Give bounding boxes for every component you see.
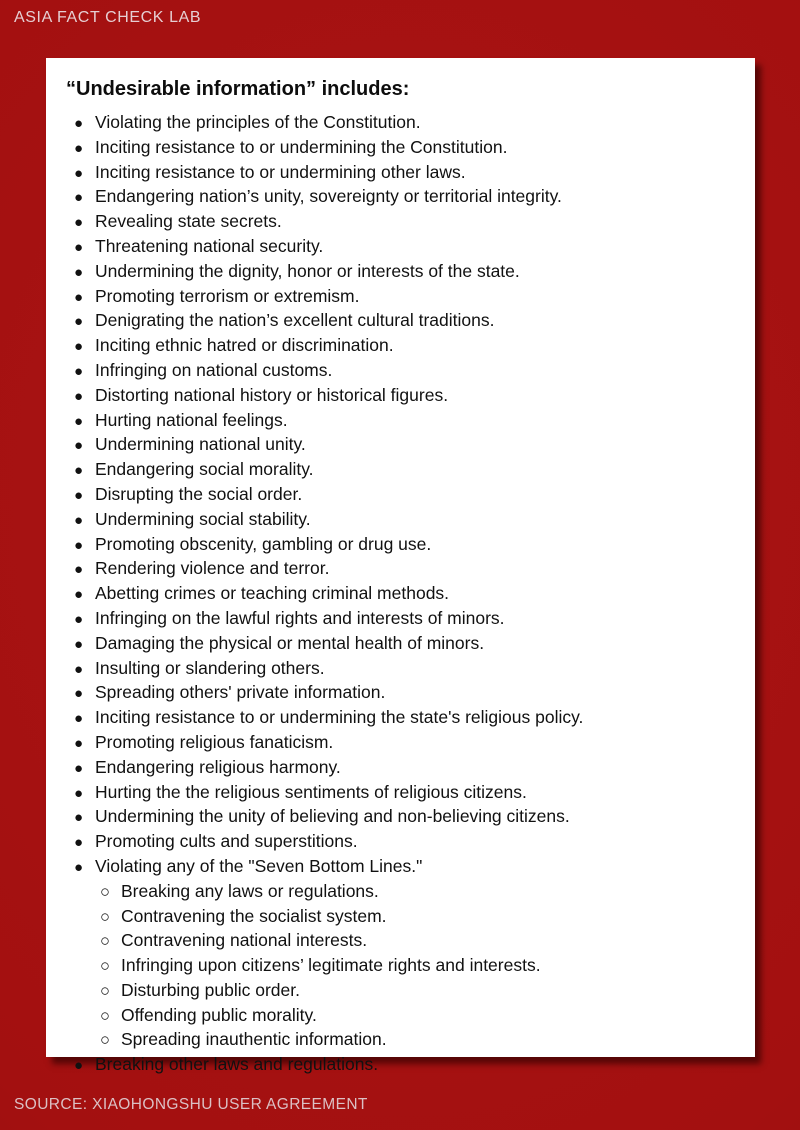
card [46,58,755,1075]
sub-list-item [100,929,737,954]
sub-list-item-text: Infringing upon citizens’ legitimate rights and interests. [121,955,541,976]
filled-bullet-icon: ● [74,660,84,678]
filled-bullet-icon: ● [74,387,84,405]
sub-list-item [100,1004,737,1029]
sub-list-item-text: Breaking any laws or regulations. [121,880,379,901]
list-item [74,161,737,186]
sub-list-item-text: Contravening the socialist system. [121,905,387,926]
sub-list-item [100,954,737,979]
filled-bullet-icon: ● [74,561,84,579]
sub-list-item [100,880,737,905]
list-item [74,781,737,806]
sub-list-item-text: Disturbing public order. [121,979,300,1000]
list-item [74,632,737,657]
open-bullet-icon: ○ [100,981,110,1000]
open-bullet-icon: ○ [100,932,110,951]
list-item-text: Damaging the physical or mental health of minors. [95,632,485,653]
list-item-text: Denigrating the nation’s excellent cultural traditions. [95,310,495,331]
sub-list-item-text: Contravening national interests. [121,930,368,951]
list-item-text: Inciting resistance to or undermining other laws. [95,161,466,182]
list-item [74,334,737,359]
list-item [74,285,737,310]
list-item-text: Distorting national history or historical figures. [95,384,449,405]
list-item-text: Undermining national unity. [95,434,306,455]
source-caption: SOURCE: XIAOHONGSHU USER AGREEMENT [14,1096,368,1113]
list-item [74,260,737,285]
list-item [74,657,737,682]
sub-list-item-text: Spreading inauthentic information. [121,1029,387,1050]
list-item [74,235,737,260]
list-item-text: Undermining the unity of believing and non-believing citizens. [95,806,570,827]
list-item-text: Disrupting the social order. [95,483,303,504]
filled-bullet-icon: ● [74,288,84,306]
list-item [74,805,737,830]
list-item [74,681,737,706]
sub-list-item [100,979,737,1004]
list-item-text: Hurting the the religious sentiments of religious citizens. [95,781,527,802]
filled-bullet-icon: ● [74,486,84,504]
list-item-text: Rendering violence and terror. [95,558,330,579]
list-item [74,384,737,409]
list-item [74,855,737,880]
list-item-text: Endangering religious harmony. [95,756,341,777]
list-item-text: Spreading others' private information. [95,682,386,703]
filled-bullet-icon: ● [74,809,84,827]
seven-bottom-lines-sublist [74,880,737,1054]
open-bullet-icon: ○ [100,1031,110,1050]
open-bullet-icon: ○ [100,882,110,901]
sub-list-item [100,905,737,930]
filled-bullet-icon: ● [74,610,84,628]
filled-bullet-icon: ● [74,214,84,232]
filled-bullet-icon: ● [74,858,84,876]
filled-bullet-icon: ● [74,189,84,207]
filled-bullet-icon: ● [74,710,84,728]
list-item-text: Promoting cults and superstitions. [95,831,358,852]
filled-bullet-icon: ● [74,412,84,430]
list-item [74,210,737,235]
list-item-text: Promoting terrorism or extremism. [95,285,360,306]
list-item-text: Hurting national feelings. [95,409,288,430]
list-item-text: Insulting or slandering others. [95,657,325,678]
filled-bullet-icon: ● [74,586,84,604]
open-bullet-icon: ○ [100,1006,110,1025]
filled-bullet-icon: ● [74,462,84,480]
list-item-text: Undermining social stability. [95,508,311,529]
list-item [74,309,737,334]
list-item [74,136,737,161]
filled-bullet-icon: ● [74,164,84,182]
list-item [74,731,737,756]
card-title: “Undesirable information” includes: [66,78,410,100]
undesirable-information-list [66,111,737,1078]
filled-bullet-icon: ● [74,338,84,356]
filled-bullet-icon: ● [74,362,84,380]
list-item [74,582,737,607]
filled-bullet-icon: ● [74,511,84,529]
filled-bullet-icon: ● [74,834,84,852]
list-item-text: Infringing on national customs. [95,359,333,380]
list-item-text: Endangering social morality. [95,459,314,480]
list-item-text: Undermining the dignity, honor or interests of the state. [95,260,520,281]
list-item-text: Revealing state secrets. [95,211,282,232]
list-item-text: Abetting crimes or teaching criminal methods. [95,583,450,604]
filled-bullet-icon: ● [74,685,84,703]
filled-bullet-icon: ● [74,313,84,331]
list-item-text: Inciting resistance to or undermining the Constitution. [95,136,508,157]
list-item-text: Violating any of the "Seven Bottom Lines." [95,855,423,876]
list-item [74,830,737,855]
filled-bullet-icon: ● [74,139,84,157]
list-item-text: Endangering nation’s unity, sovereignty or territorial integrity. [95,186,562,207]
sub-list-item [100,1028,737,1053]
list-item-text: Inciting resistance to or undermining the state's religious policy. [95,707,584,728]
list-item [74,458,737,483]
list-item [74,185,737,210]
filled-bullet-icon: ● [74,115,84,132]
sub-list-item-text: Offending public morality. [121,1004,317,1025]
list-item [74,111,737,136]
list-item-text: Promoting religious fanaticism. [95,731,334,752]
filled-bullet-icon: ● [74,238,84,256]
list-item-text: Promoting obscenity, gambling or drug use. [95,533,432,554]
list-item-text: Infringing on the lawful rights and interests of minors. [95,607,505,628]
filled-bullet-icon: ● [74,536,84,554]
list-item [74,756,737,781]
list-item [74,433,737,458]
list-item-text: Inciting ethnic hatred or discrimination. [95,335,394,356]
list-item-text: Breaking other laws and regulations. [95,1054,379,1075]
list-item [74,607,737,632]
list-item [74,706,737,731]
list-item-text: Violating the principles of the Constitution. [95,112,421,132]
filled-bullet-icon: ● [74,784,84,802]
list-item [74,508,737,533]
brand-header: ASIA FACT CHECK LAB [14,9,202,26]
filled-bullet-icon: ● [74,263,84,281]
list-item [74,483,737,508]
open-bullet-icon: ○ [100,957,110,976]
filled-bullet-icon: ● [74,635,84,653]
filled-bullet-icon: ● [74,759,84,777]
list-item-text: Threatening national security. [95,235,324,256]
list-item [74,359,737,384]
filled-bullet-icon: ● [74,734,84,752]
filled-bullet-icon: ● [74,1057,84,1075]
filled-bullet-icon: ● [74,437,84,455]
list-item [74,557,737,582]
list-item [74,533,737,558]
list-item [74,409,737,434]
list-item [74,1053,737,1078]
open-bullet-icon: ○ [100,907,110,926]
